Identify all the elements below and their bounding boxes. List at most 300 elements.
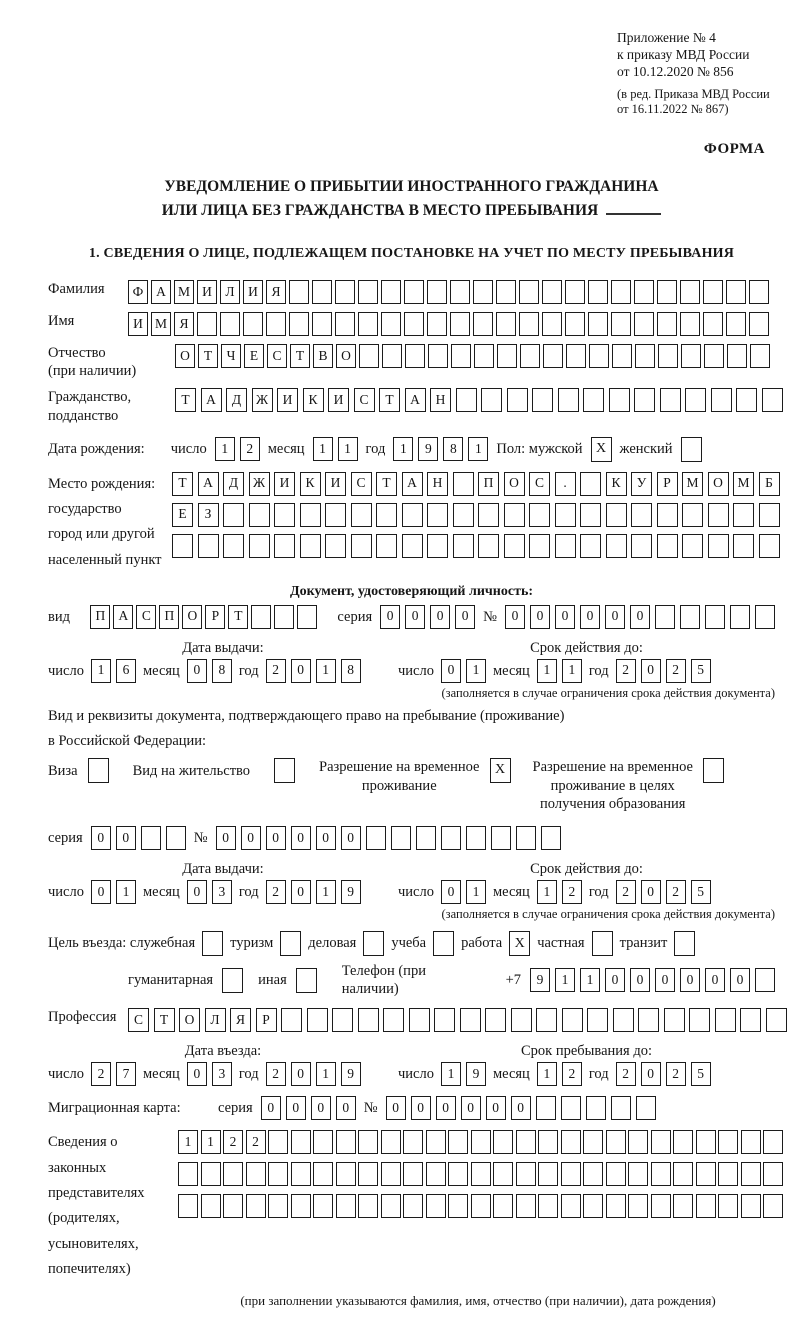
char-cell[interactable] [383, 1008, 404, 1032]
char-cell[interactable] [609, 388, 630, 412]
char-cell[interactable]: 0 [286, 1096, 306, 1120]
char-cell[interactable] [542, 280, 562, 304]
char-cell[interactable]: 2 [266, 1062, 286, 1086]
permit-nomer-input[interactable] [216, 826, 561, 850]
char-cell[interactable] [366, 826, 386, 850]
char-cell[interactable] [558, 388, 579, 412]
char-cell[interactable] [497, 344, 517, 368]
char-cell[interactable] [586, 1096, 606, 1120]
phone-input[interactable] [530, 968, 775, 992]
passport-issue-month[interactable] [187, 659, 232, 683]
char-cell[interactable]: 2 [666, 659, 686, 683]
char-cell[interactable] [681, 437, 702, 462]
char-cell[interactable] [312, 280, 332, 304]
char-cell[interactable]: 0 [436, 1096, 456, 1120]
char-cell[interactable] [291, 1194, 311, 1218]
char-cell[interactable]: Ж [252, 388, 273, 412]
birth-place-input-row3[interactable] [172, 534, 780, 558]
char-cell[interactable]: 0 [187, 880, 207, 904]
char-cell[interactable]: С [136, 605, 156, 629]
char-cell[interactable] [606, 1194, 626, 1218]
char-cell[interactable]: X [591, 437, 612, 462]
char-cell[interactable] [166, 826, 186, 850]
char-cell[interactable] [428, 344, 448, 368]
char-cell[interactable] [404, 312, 424, 336]
char-cell[interactable] [555, 534, 576, 558]
char-cell[interactable] [456, 388, 477, 412]
char-cell[interactable] [481, 388, 502, 412]
char-cell[interactable]: П [159, 605, 179, 629]
citizenship-input[interactable] [175, 388, 783, 412]
char-cell[interactable]: Т [228, 605, 248, 629]
char-cell[interactable] [660, 388, 681, 412]
char-cell[interactable] [381, 280, 401, 304]
char-cell[interactable] [493, 1130, 513, 1154]
char-cell[interactable] [541, 826, 561, 850]
char-cell[interactable]: 5 [691, 659, 711, 683]
mk-seriya-input[interactable] [261, 1096, 356, 1120]
char-cell[interactable] [763, 1194, 783, 1218]
char-cell[interactable]: 1 [562, 659, 582, 683]
char-cell[interactable] [561, 1096, 581, 1120]
char-cell[interactable] [297, 605, 317, 629]
residence-permit-checkbox[interactable] [274, 758, 295, 783]
char-cell[interactable]: 0 [530, 605, 550, 629]
char-cell[interactable] [359, 344, 379, 368]
char-cell[interactable] [561, 1162, 581, 1186]
char-cell[interactable]: 0 [316, 826, 336, 850]
char-cell[interactable] [296, 968, 317, 993]
char-cell[interactable] [246, 1162, 266, 1186]
char-cell[interactable] [681, 344, 701, 368]
char-cell[interactable] [249, 534, 270, 558]
char-cell[interactable]: 0 [261, 1096, 281, 1120]
char-cell[interactable] [755, 605, 775, 629]
char-cell[interactable]: 7 [116, 1062, 136, 1086]
char-cell[interactable] [606, 1162, 626, 1186]
char-cell[interactable] [405, 344, 425, 368]
char-cell[interactable]: И [328, 388, 349, 412]
char-cell[interactable]: 0 [241, 826, 261, 850]
char-cell[interactable] [588, 280, 608, 304]
char-cell[interactable]: 5 [691, 1062, 711, 1086]
char-cell[interactable] [673, 1130, 693, 1154]
char-cell[interactable] [448, 1162, 468, 1186]
char-cell[interactable] [566, 344, 586, 368]
char-cell[interactable] [246, 1194, 266, 1218]
char-cell[interactable] [516, 826, 536, 850]
char-cell[interactable] [673, 1194, 693, 1218]
char-cell[interactable] [696, 1162, 716, 1186]
entry-month[interactable] [187, 1062, 232, 1086]
char-cell[interactable] [289, 312, 309, 336]
char-cell[interactable]: 0 [116, 826, 136, 850]
char-cell[interactable]: М [174, 280, 194, 304]
char-cell[interactable] [705, 605, 725, 629]
char-cell[interactable] [300, 534, 321, 558]
char-cell[interactable] [178, 1194, 198, 1218]
char-cell[interactable] [763, 1130, 783, 1154]
birth-place-input-row1[interactable] [172, 472, 780, 496]
char-cell[interactable] [312, 312, 332, 336]
char-cell[interactable] [280, 931, 301, 956]
char-cell[interactable] [448, 1130, 468, 1154]
char-cell[interactable] [325, 503, 346, 527]
char-cell[interactable] [741, 1162, 761, 1186]
char-cell[interactable] [496, 312, 516, 336]
name-input[interactable] [128, 312, 769, 336]
char-cell[interactable]: Ф [128, 280, 148, 304]
char-cell[interactable] [680, 605, 700, 629]
char-cell[interactable]: 1 [313, 437, 333, 461]
char-cell[interactable] [471, 1162, 491, 1186]
purpose-business-checkbox[interactable] [363, 931, 384, 956]
char-cell[interactable] [382, 344, 402, 368]
purpose-humanitarian-checkbox[interactable] [222, 968, 243, 993]
birth-month-input[interactable] [313, 437, 358, 461]
char-cell[interactable] [403, 1194, 423, 1218]
char-cell[interactable] [580, 503, 601, 527]
char-cell[interactable] [634, 312, 654, 336]
char-cell[interactable] [427, 280, 447, 304]
char-cell[interactable]: 8 [443, 437, 463, 461]
char-cell[interactable] [403, 1162, 423, 1186]
char-cell[interactable]: 9 [341, 1062, 361, 1086]
char-cell[interactable]: 9 [466, 1062, 486, 1086]
char-cell[interactable] [402, 534, 423, 558]
char-cell[interactable]: А [201, 388, 222, 412]
char-cell[interactable] [736, 388, 757, 412]
char-cell[interactable] [583, 388, 604, 412]
char-cell[interactable] [636, 1096, 656, 1120]
char-cell[interactable] [504, 534, 525, 558]
char-cell[interactable] [741, 1130, 761, 1154]
char-cell[interactable] [335, 280, 355, 304]
char-cell[interactable] [202, 931, 223, 956]
char-cell[interactable] [655, 605, 675, 629]
char-cell[interactable] [391, 826, 411, 850]
char-cell[interactable] [466, 826, 486, 850]
char-cell[interactable] [351, 503, 372, 527]
char-cell[interactable]: 2 [616, 659, 636, 683]
char-cell[interactable]: Р [256, 1008, 277, 1032]
char-cell[interactable] [680, 312, 700, 336]
char-cell[interactable]: 0 [430, 605, 450, 629]
entry-day[interactable] [91, 1062, 136, 1086]
char-cell[interactable] [538, 1194, 558, 1218]
char-cell[interactable] [409, 1008, 430, 1032]
char-cell[interactable] [381, 1194, 401, 1218]
char-cell[interactable]: X [490, 758, 511, 783]
char-cell[interactable]: 6 [116, 659, 136, 683]
stay-year[interactable] [616, 1062, 711, 1086]
char-cell[interactable]: 0 [555, 605, 575, 629]
char-cell[interactable]: 1 [91, 659, 111, 683]
passport-expiry-month[interactable] [537, 659, 582, 683]
char-cell[interactable] [511, 1008, 532, 1032]
char-cell[interactable]: 1 [116, 880, 136, 904]
char-cell[interactable] [516, 1130, 536, 1154]
char-cell[interactable] [516, 1162, 536, 1186]
char-cell[interactable]: 0 [411, 1096, 431, 1120]
char-cell[interactable] [759, 503, 780, 527]
char-cell[interactable] [381, 1162, 401, 1186]
char-cell[interactable]: 0 [291, 826, 311, 850]
char-cell[interactable]: X [509, 931, 530, 956]
char-cell[interactable] [634, 280, 654, 304]
char-cell[interactable] [730, 605, 750, 629]
char-cell[interactable]: 2 [266, 659, 286, 683]
char-cell[interactable] [358, 1194, 378, 1218]
char-cell[interactable]: 0 [187, 659, 207, 683]
char-cell[interactable] [634, 388, 655, 412]
char-cell[interactable]: К [303, 388, 324, 412]
visa-checkbox[interactable] [88, 758, 109, 783]
char-cell[interactable]: Т [376, 472, 397, 496]
char-cell[interactable] [172, 534, 193, 558]
char-cell[interactable] [313, 1130, 333, 1154]
char-cell[interactable] [631, 534, 652, 558]
char-cell[interactable] [88, 758, 109, 783]
char-cell[interactable]: 0 [641, 1062, 661, 1086]
char-cell[interactable] [493, 1162, 513, 1186]
char-cell[interactable]: Т [379, 388, 400, 412]
char-cell[interactable]: Е [172, 503, 193, 527]
char-cell[interactable]: Т [172, 472, 193, 496]
sex-female-checkbox[interactable] [681, 437, 702, 462]
char-cell[interactable]: 0 [641, 659, 661, 683]
birth-year-input[interactable] [393, 437, 488, 461]
char-cell[interactable]: 1 [537, 880, 557, 904]
char-cell[interactable] [198, 534, 219, 558]
char-cell[interactable]: 3 [212, 1062, 232, 1086]
char-cell[interactable] [313, 1194, 333, 1218]
char-cell[interactable] [589, 344, 609, 368]
char-cell[interactable]: С [351, 472, 372, 496]
char-cell[interactable] [335, 312, 355, 336]
char-cell[interactable]: 2 [616, 1062, 636, 1086]
char-cell[interactable]: 9 [341, 880, 361, 904]
char-cell[interactable]: 1 [316, 659, 336, 683]
char-cell[interactable] [766, 1008, 787, 1032]
char-cell[interactable]: 0 [91, 826, 111, 850]
passport-expiry-day[interactable] [441, 659, 486, 683]
char-cell[interactable]: 0 [580, 605, 600, 629]
char-cell[interactable] [485, 1008, 506, 1032]
sex-male-checkbox[interactable] [591, 437, 612, 462]
birth-day-input[interactable] [215, 437, 260, 461]
char-cell[interactable]: М [151, 312, 171, 336]
char-cell[interactable] [726, 280, 746, 304]
char-cell[interactable]: И [243, 280, 263, 304]
char-cell[interactable]: Я [230, 1008, 251, 1032]
char-cell[interactable]: Е [244, 344, 264, 368]
purpose-private-checkbox[interactable] [592, 931, 613, 956]
char-cell[interactable]: 1 [466, 880, 486, 904]
char-cell[interactable] [300, 503, 321, 527]
stay-day[interactable] [441, 1062, 486, 1086]
char-cell[interactable] [251, 605, 271, 629]
char-cell[interactable]: 1 [580, 968, 600, 992]
char-cell[interactable] [651, 1194, 671, 1218]
char-cell[interactable] [532, 388, 553, 412]
char-cell[interactable]: 1 [316, 1062, 336, 1086]
char-cell[interactable] [426, 1130, 446, 1154]
char-cell[interactable] [358, 1162, 378, 1186]
char-cell[interactable] [460, 1008, 481, 1032]
char-cell[interactable]: О [182, 605, 202, 629]
char-cell[interactable] [538, 1162, 558, 1186]
char-cell[interactable] [427, 503, 448, 527]
char-cell[interactable] [451, 344, 471, 368]
char-cell[interactable] [631, 503, 652, 527]
char-cell[interactable]: 0 [291, 880, 311, 904]
char-cell[interactable] [441, 826, 461, 850]
char-cell[interactable] [565, 280, 585, 304]
char-cell[interactable] [427, 534, 448, 558]
char-cell[interactable] [673, 1162, 693, 1186]
char-cell[interactable] [733, 503, 754, 527]
char-cell[interactable]: А [198, 472, 219, 496]
char-cell[interactable]: 0 [641, 880, 661, 904]
purpose-tourism-checkbox[interactable] [280, 931, 301, 956]
char-cell[interactable]: Ж [249, 472, 270, 496]
char-cell[interactable]: А [405, 388, 426, 412]
doc-nomer-input[interactable] [505, 605, 775, 629]
char-cell[interactable] [543, 344, 563, 368]
char-cell[interactable] [358, 312, 378, 336]
char-cell[interactable] [274, 605, 294, 629]
char-cell[interactable] [291, 1130, 311, 1154]
char-cell[interactable]: 5 [691, 880, 711, 904]
char-cell[interactable] [689, 1008, 710, 1032]
char-cell[interactable]: 2 [562, 1062, 582, 1086]
char-cell[interactable] [703, 758, 724, 783]
char-cell[interactable] [313, 1162, 333, 1186]
char-cell[interactable] [763, 1162, 783, 1186]
legal-input-row1[interactable] [178, 1130, 783, 1154]
char-cell[interactable] [703, 312, 723, 336]
char-cell[interactable]: 0 [486, 1096, 506, 1120]
char-cell[interactable] [580, 534, 601, 558]
char-cell[interactable]: О [504, 472, 525, 496]
char-cell[interactable] [223, 1162, 243, 1186]
char-cell[interactable]: Р [205, 605, 225, 629]
permit-issue-day[interactable] [91, 880, 136, 904]
permit-expiry-day[interactable] [441, 880, 486, 904]
passport-issue-year[interactable] [266, 659, 361, 683]
char-cell[interactable] [749, 280, 769, 304]
char-cell[interactable] [478, 503, 499, 527]
passport-issue-day[interactable] [91, 659, 136, 683]
char-cell[interactable] [612, 344, 632, 368]
purpose-official-checkbox[interactable] [202, 931, 223, 956]
char-cell[interactable] [336, 1194, 356, 1218]
purpose-study-checkbox[interactable] [433, 931, 454, 956]
char-cell[interactable] [733, 534, 754, 558]
char-cell[interactable]: 1 [201, 1130, 221, 1154]
permit-expiry-month[interactable] [537, 880, 582, 904]
char-cell[interactable] [358, 1130, 378, 1154]
char-cell[interactable] [682, 503, 703, 527]
char-cell[interactable]: 0 [730, 968, 750, 992]
char-cell[interactable]: 0 [405, 605, 425, 629]
char-cell[interactable] [613, 1008, 634, 1032]
char-cell[interactable]: 0 [605, 605, 625, 629]
char-cell[interactable] [658, 344, 678, 368]
char-cell[interactable] [402, 503, 423, 527]
char-cell[interactable]: Д [226, 388, 247, 412]
char-cell[interactable] [325, 534, 346, 558]
char-cell[interactable] [529, 534, 550, 558]
char-cell[interactable] [651, 1162, 671, 1186]
char-cell[interactable] [504, 503, 525, 527]
temp-permit-checkbox[interactable] [490, 758, 511, 783]
char-cell[interactable] [708, 503, 729, 527]
char-cell[interactable] [434, 1008, 455, 1032]
char-cell[interactable] [674, 931, 695, 956]
char-cell[interactable] [453, 472, 474, 496]
char-cell[interactable] [426, 1162, 446, 1186]
char-cell[interactable] [651, 1130, 671, 1154]
char-cell[interactable] [606, 503, 627, 527]
char-cell[interactable] [274, 534, 295, 558]
char-cell[interactable]: 0 [291, 659, 311, 683]
char-cell[interactable] [561, 1194, 581, 1218]
char-cell[interactable] [336, 1162, 356, 1186]
char-cell[interactable]: 0 [461, 1096, 481, 1120]
char-cell[interactable] [587, 1008, 608, 1032]
char-cell[interactable] [520, 344, 540, 368]
char-cell[interactable] [496, 280, 516, 304]
char-cell[interactable] [223, 1194, 243, 1218]
char-cell[interactable] [471, 1130, 491, 1154]
char-cell[interactable] [711, 388, 732, 412]
char-cell[interactable]: К [300, 472, 321, 496]
char-cell[interactable] [696, 1194, 716, 1218]
char-cell[interactable] [536, 1008, 557, 1032]
char-cell[interactable]: М [682, 472, 703, 496]
char-cell[interactable]: И [128, 312, 148, 336]
char-cell[interactable]: П [478, 472, 499, 496]
char-cell[interactable] [519, 280, 539, 304]
char-cell[interactable] [703, 280, 723, 304]
char-cell[interactable] [222, 968, 243, 993]
patronymic-input[interactable] [175, 344, 770, 368]
char-cell[interactable] [718, 1130, 738, 1154]
char-cell[interactable]: Ч [221, 344, 241, 368]
char-cell[interactable] [749, 312, 769, 336]
char-cell[interactable]: 1 [215, 437, 235, 461]
char-cell[interactable] [404, 280, 424, 304]
char-cell[interactable]: С [354, 388, 375, 412]
char-cell[interactable]: С [529, 472, 550, 496]
char-cell[interactable] [363, 931, 384, 956]
char-cell[interactable]: В [313, 344, 333, 368]
char-cell[interactable] [750, 344, 770, 368]
char-cell[interactable] [249, 503, 270, 527]
char-cell[interactable]: 1 [393, 437, 413, 461]
char-cell[interactable] [336, 1130, 356, 1154]
char-cell[interactable] [426, 1194, 446, 1218]
char-cell[interactable]: 1 [555, 968, 575, 992]
char-cell[interactable] [493, 1194, 513, 1218]
char-cell[interactable] [220, 312, 240, 336]
char-cell[interactable]: Н [427, 472, 448, 496]
edu-permit-checkbox[interactable] [703, 758, 724, 783]
char-cell[interactable] [358, 280, 378, 304]
char-cell[interactable]: 2 [616, 880, 636, 904]
